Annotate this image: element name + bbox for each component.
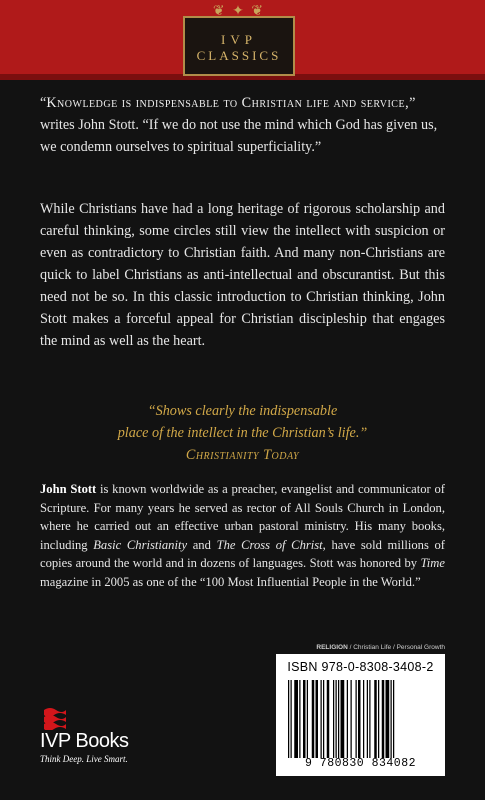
author-name: John Stott — [40, 482, 97, 496]
bio-text-4: magazine in 2005 as one of the “100 Most Influential People in the World.” — [40, 574, 421, 589]
bio-text-1: is known worldwide as a preacher, evangelist and communicator of Scripture. For many years he served as rector of All Souls Church in London, where he carried out an effective urban pastoral ministry. His many books, including — [40, 482, 445, 552]
ornament-icon: ❦ ✦ ❦ — [212, 4, 266, 19]
bio-text-2: and — [187, 537, 217, 552]
magazine-title: Time — [420, 556, 445, 570]
category-rest: / Christian Life / Personal Growth — [347, 644, 445, 651]
open-quote: “ — [40, 95, 47, 111]
category-main: RELIGION — [316, 644, 348, 651]
ivp-flag-icon — [42, 706, 66, 730]
lead-quote: Knowledge is indispensable to Christian life and service, — [46, 95, 410, 111]
bio-text-3: , have sold millions of copies around the world and in dozens of languages. Stott was honored by — [40, 537, 445, 570]
intro-rest: ” writes John Stott. “If we do not use the mind which God has given us, we condemn ourselves to spiritual superficiality.” — [40, 95, 438, 155]
book-title-1: Basic Christianity — [93, 537, 188, 552]
endorsement-line2: place of the intellect in the Christian’s life.” — [117, 425, 368, 441]
category-line — [316, 644, 445, 651]
intro-paragraph — [40, 92, 445, 158]
publisher-name: IVP Books — [40, 730, 129, 752]
description-paragraph: While Christians have had a long heritage of rigorous scholarship and careful thinking, some circles still view the intellect with suspicion or even as contradictory to Christian faith. And many non-Christians are quick to label Christians as anti-intellectual and obscurantist. But this need not be so. In this classic introduction to Christian thinking, John Stott makes a forceful appeal for Christian discipleship that engages the mind as well as the heart. — [40, 201, 445, 349]
barcode-number: 9 780830 834082 — [304, 757, 417, 770]
barcode-icon — [286, 680, 435, 758]
barcode-box — [276, 654, 445, 776]
publisher-tagline: Think Deep. Live Smart. — [40, 754, 128, 764]
isbn-text: ISBN 978-0-8308-3408-2 — [287, 660, 434, 674]
publisher-logo — [40, 706, 170, 766]
endorsement-source: Christianity Today — [185, 447, 300, 463]
book-title-2: The Cross of Christ — [216, 537, 323, 552]
badge-line2: CLASSICS — [196, 48, 282, 63]
endorsement — [60, 400, 425, 466]
author-bio — [40, 480, 445, 591]
endorsement-line1: “Shows clearly the indispensable — [147, 403, 338, 419]
ivp-classics-badge — [183, 4, 295, 76]
badge-line1: IVP — [221, 32, 257, 47]
